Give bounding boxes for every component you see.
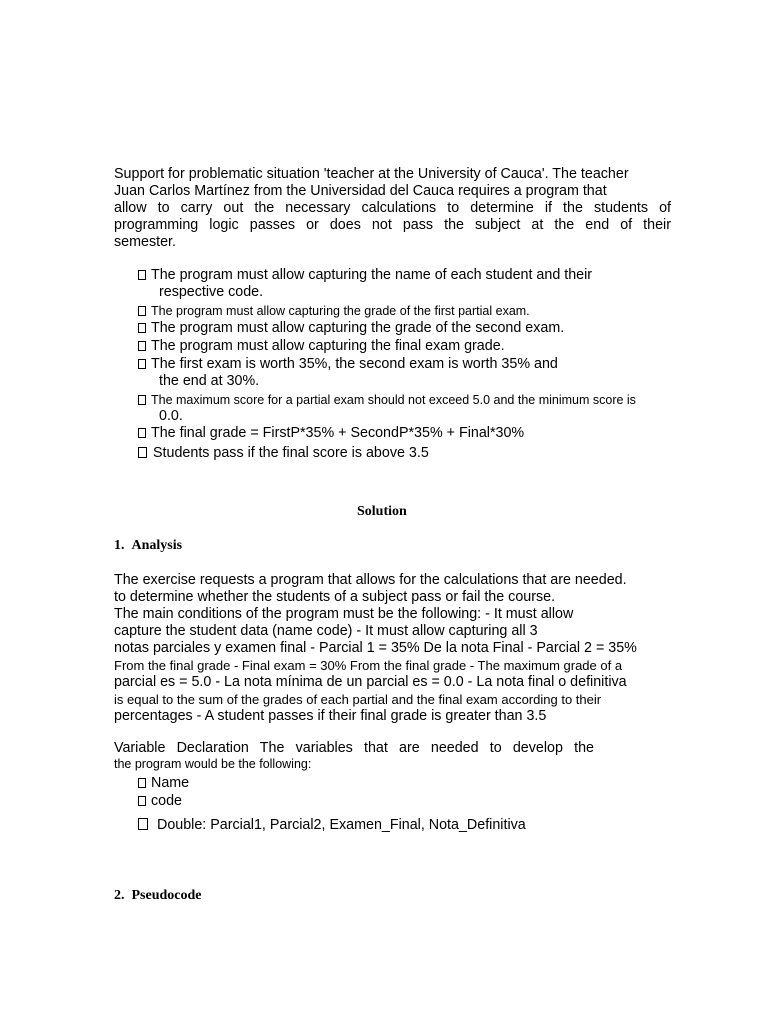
bullet-box-icon (138, 270, 146, 280)
analysis-line: is equal to the sum of the grades of each partial and the final exam according to their (114, 692, 602, 707)
list-item (138, 356, 558, 390)
bullet-box-icon (138, 395, 146, 405)
intro-line: programming logic passes or does not pass the subject at the end of their (114, 217, 671, 233)
list-item (138, 267, 648, 301)
bullet-box-icon (138, 306, 146, 316)
list-item-text: code (151, 793, 183, 809)
section-heading-pseudocode (114, 888, 202, 904)
list-item (138, 775, 189, 791)
section-title: Pseudocode (131, 888, 202, 903)
list-item-text: Students pass if the final score is above 3.5 (153, 445, 429, 461)
analysis-line: parcial es = 5.0 - La nota mínima de un parcial es = 0.0 - La nota final o definitiva (114, 674, 627, 690)
list-item-continuation: the end at 30%. (159, 373, 260, 389)
intro-line: allow to carry out the necessary calculations to determine if the students of (114, 200, 671, 216)
list-item (138, 392, 636, 424)
section-number: 2. (114, 888, 125, 903)
bullet-box-icon (138, 359, 146, 369)
list-item-text: The program must allow capturing the name of each student and their (151, 267, 593, 283)
list-item (138, 445, 429, 462)
list-item-text: The final grade = FirstP*35% + SecondP*35% + Final*30% (151, 425, 525, 441)
bullet-box-icon (138, 341, 146, 351)
bullet-box-icon (138, 778, 146, 788)
list-item (138, 304, 530, 319)
list-item-text: The program must allow capturing the final exam grade. (151, 338, 505, 354)
intro-paragraph (114, 166, 671, 251)
analysis-line: capture the student data (name code) - It must allow capturing all 3 (114, 623, 538, 639)
analysis-line: to determine whether the students of a subject pass or fail the course. (114, 589, 556, 605)
section-number: 1. (114, 538, 125, 553)
list-item-continuation: respective code. (159, 284, 264, 300)
analysis-line: notas parciales y examen final - Parcial 1 = 35% De la nota Final - Parcial 2 = 35% (114, 640, 637, 656)
intro-line: Support for problematic situation 'teacher at the University of Cauca'. The teacher (114, 166, 629, 182)
list-item-text: The program must allow capturing the grade of the second exam. (151, 320, 565, 336)
list-item (138, 817, 526, 833)
analysis-paragraph (114, 572, 676, 725)
bullet-box-icon (138, 796, 146, 806)
list-item-text: The first exam is worth 35%, the second exam is worth 35% and (151, 356, 558, 372)
solution-heading: Solution (357, 504, 407, 519)
list-item (138, 793, 182, 809)
intro-line: Juan Carlos Martínez from the Universidad del Cauca requires a program that (114, 183, 607, 199)
list-item-continuation: 0.0. (159, 408, 183, 424)
list-item (138, 425, 524, 442)
bullet-box-icon (138, 447, 147, 458)
list-item-text: Double: Parcial1, Parcial2, Examen_Final, Nota_Definitiva (157, 817, 526, 833)
section-title: Analysis (131, 538, 183, 553)
intro-line: semester. (114, 234, 176, 250)
list-item-text: Name (151, 775, 190, 791)
bullet-box-icon (138, 818, 148, 830)
analysis-line: From the final grade - Final exam = 30% From the final grade - The maximum grade of a (114, 658, 623, 673)
bullet-box-icon (138, 428, 146, 438)
list-item-text: The program must allow capturing the grade of the first partial exam. (151, 304, 530, 318)
analysis-line: The exercise requests a program that allows for the calculations that are needed. (114, 572, 627, 588)
section-heading-analysis (114, 538, 182, 554)
variable-declaration (114, 740, 594, 772)
list-item (138, 320, 564, 337)
analysis-line: percentages - A student passes if their final grade is greater than 3.5 (114, 708, 547, 724)
list-item-text: The maximum score for a partial exam should not exceed 5.0 and the minimum score is (151, 393, 636, 407)
variable-declaration-line: the program would be the following: (114, 757, 312, 771)
analysis-line: The main conditions of the program must be the following: - It must allow (114, 606, 574, 622)
variable-declaration-line: Variable Declaration The variables that are needed to develop the (114, 740, 594, 756)
bullet-box-icon (138, 323, 146, 333)
list-item (138, 338, 505, 355)
